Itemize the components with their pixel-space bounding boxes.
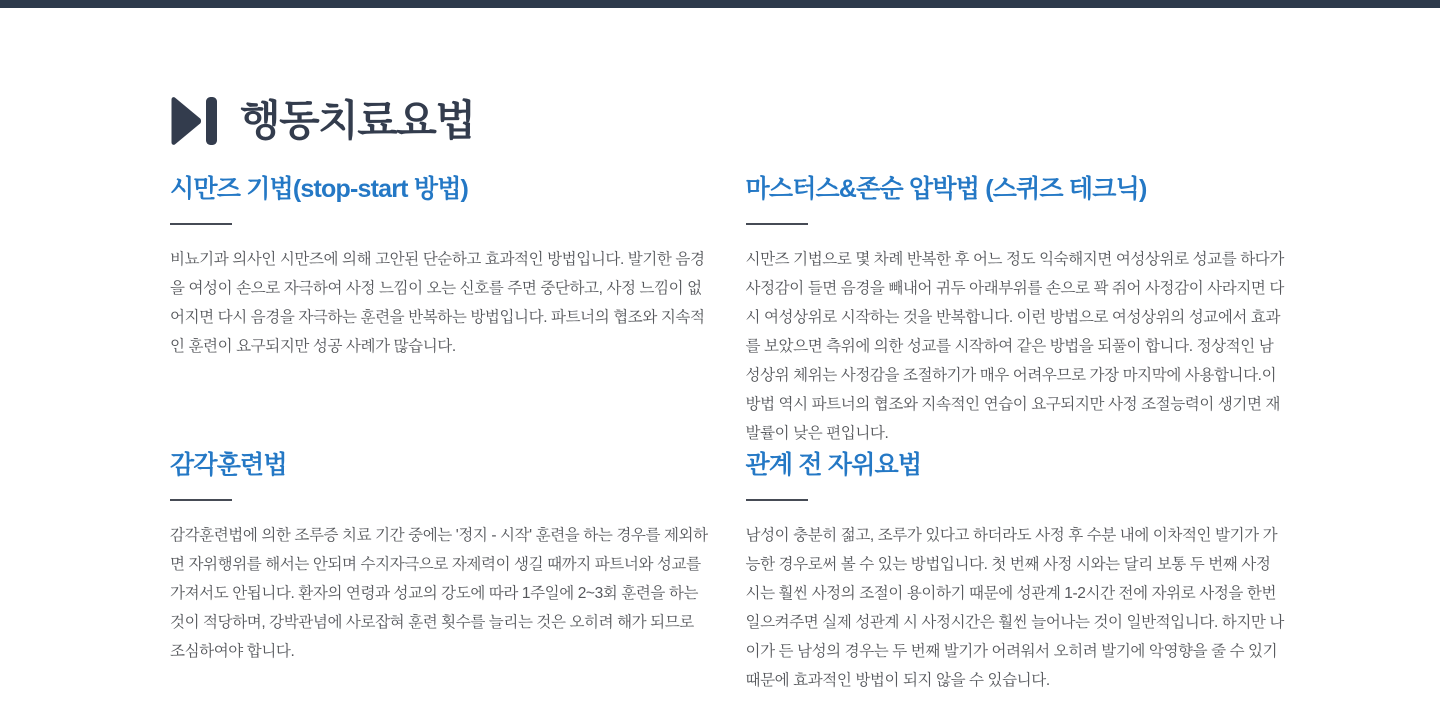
section-sensory-training [170,448,710,695]
section-masters-johnson-squeeze [746,172,1286,448]
section-heading: 감각훈련법 [170,451,287,479]
section-pre-intercourse-masturbation [746,448,1286,695]
section-heading: 관계 전 자위요법 [745,451,922,479]
page-title-row [170,96,1285,146]
section-body: 시만즈 기법으로 몇 차례 반복한 후 어느 정도 익숙해지면 여성상위로 성교를 하다가 사정감이 들면 음경을 빼내어 귀두 아래부위를 손으로 꽉 쥐어 사정감이 사라지면 다시 여성상위로 시작하는 것을 반복합니다. 이런 방법으로 여성상위의 성교에서 효과를 보았으면 측위에 의한 성교를 시작하여 같은 방법을 되풀이 합니다. 정상적인 남성상위 체위는 사정감을 조절하기가 매우 어려우므로 가장 마지막에 사용합니다.이 방법 역시 파트너의 협조와 지속적인 연습이 요구되지만 사정 조절능력이 생기면 재발률이 낮은 편입니다. [745,251,1284,442]
section-divider [170,499,232,501]
top-border-bar [0,0,1440,8]
section-divider [170,223,232,225]
section-body: 비뇨기과 의사인 시만즈에 의해 고안된 단순하고 효과적인 방법입니다. 발기한 음경을 여성이 손으로 자극하여 사정 느낌이 오는 신호를 주면 중단하고, 사정 느낌이 없어지면 다시 음경을 자극하는 훈련을 반복하는 방법입니다. 파트너의 협조와 지속적인 훈련이 요구되지만 성공 사례가 많습니다. [170,251,705,355]
section-divider [746,223,808,225]
play-skip-icon [170,96,218,146]
section-body: 감각훈련법에 의한 조루증 치료 기간 중에는 '정지 - 시작' 훈련을 하는 경우를 제외하면 자위행위를 해서는 안되며 수지자극으로 자제력이 생길 때까지 파트너와 성교를 가져서도 안됩니다. 환자의 연령과 성교의 강도에 따라 1주일에 2~3회 훈련을 하는 것이 적당하며, 강박관념에 사로잡혀 훈련 횟수를 늘리는 것은 오히려 해가 되므로 조심하여야 합니다. [170,527,708,660]
section-heading: 마스터스&존순 압박법 (스퀴즈 테크닉) [745,175,1147,203]
section-body: 남성이 충분히 젊고, 조루가 있다고 하더라도 사정 후 수분 내에 이차적인 발기가 가능한 경우로써 볼 수 있는 방법입니다. 첫 번째 사정 시와는 달리 보통 두 번째 사정 시는 훨씬 사정의 조절이 용이하기 때문에 성관계 1-2시간 전에 자위로 사정을 한번 일으켜주면 실제 성관계 시 사정시간은 훨씬 늘어나는 것이 일반적입니다. 하지만 나이가 든 남성의 경우는 두 번째 발기가 어려워서 오히려 발기에 악영향을 줄 수 있기 때문에 효과적인 방법이 되지 않을 수 있습니다. [745,527,1284,689]
sections-grid [170,172,1285,695]
section-heading: 시만즈 기법(stop-start 방법) [170,175,469,203]
section-simanz-technique [170,172,710,448]
section-divider [746,499,808,501]
page-title: 행동치료요법 [240,96,475,144]
